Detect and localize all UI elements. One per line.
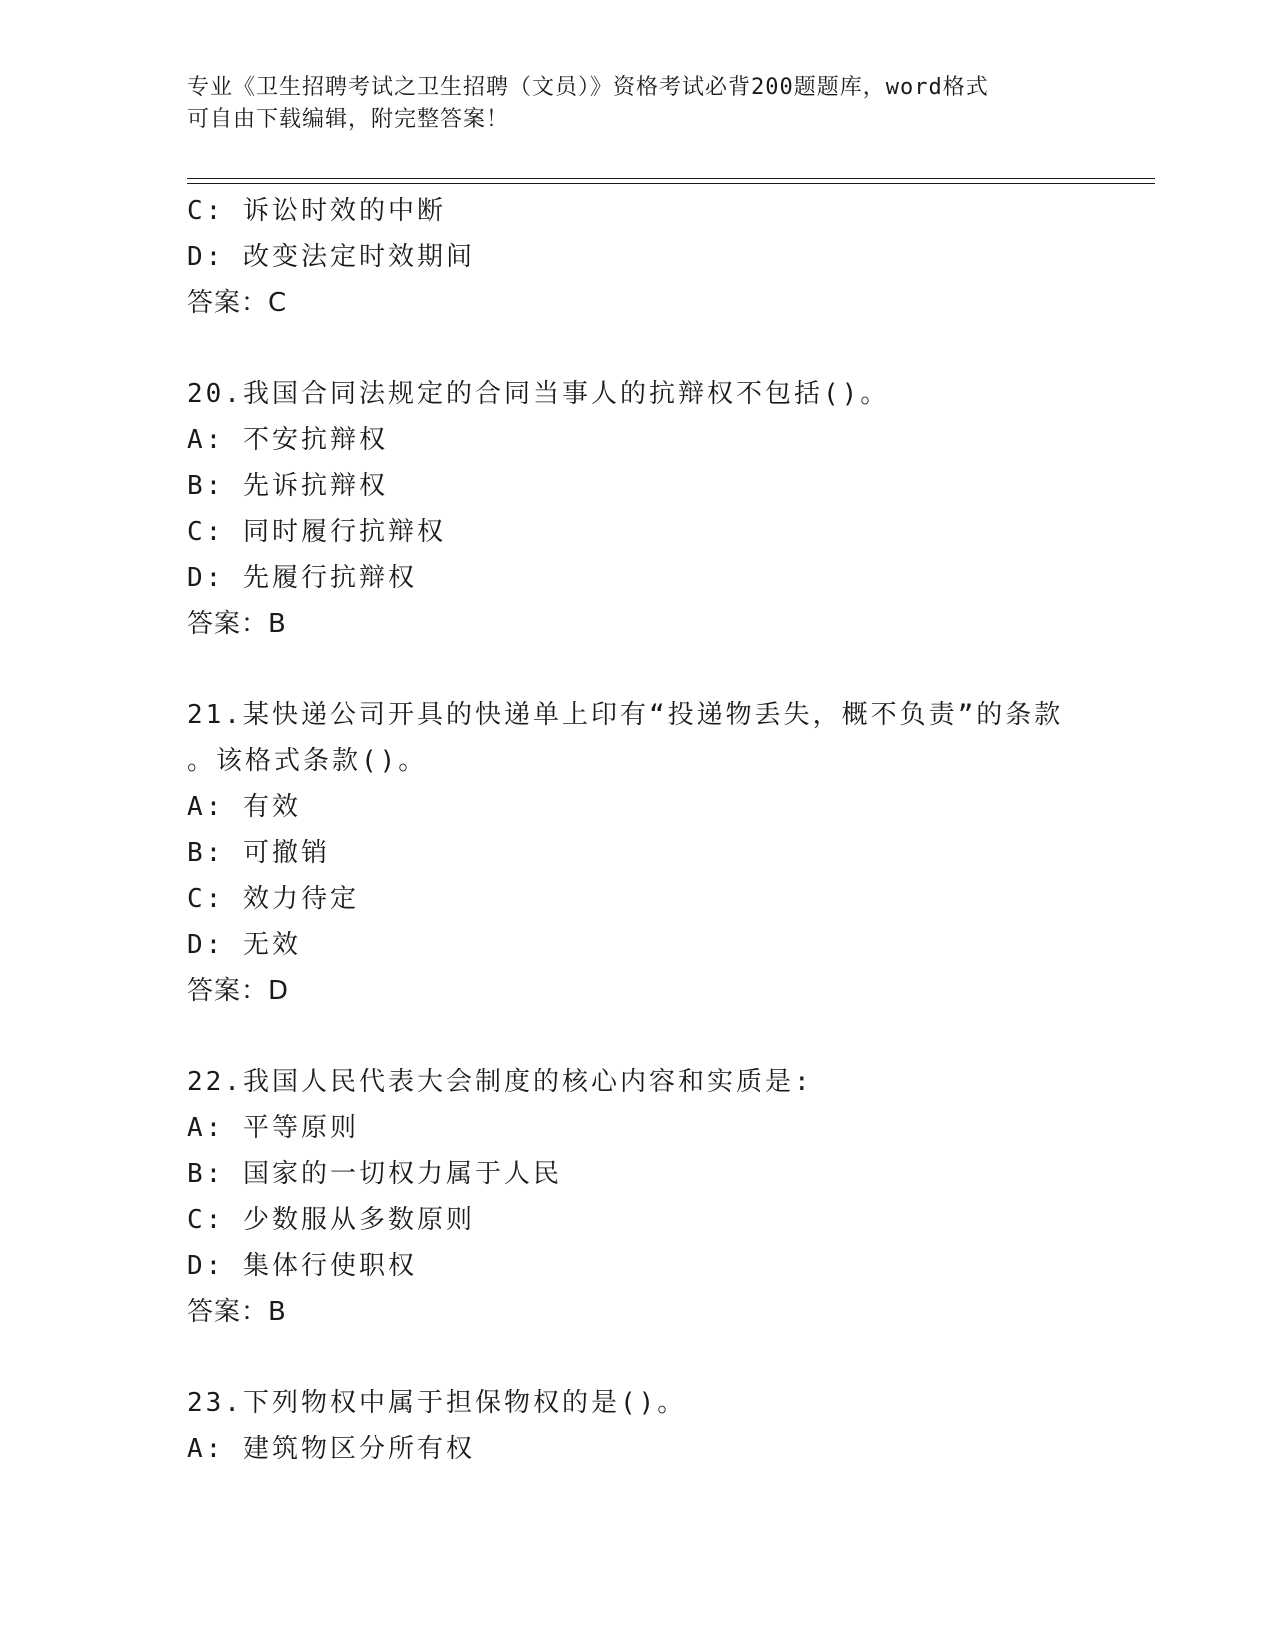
option-b: B: 可撤销 xyxy=(187,838,330,868)
spacer xyxy=(187,1335,1087,1380)
question-stem-line-2: 。该格式条款()。 xyxy=(187,746,428,776)
question-stem: 20.我国合同法规定的合同当事人的抗辩权不包括()。 xyxy=(187,379,890,409)
option-a: A: 有效 xyxy=(187,792,301,822)
question-22 xyxy=(187,1059,1087,1335)
option-a: A: 不安抗辩权 xyxy=(187,425,388,455)
option-d: D: 改变法定时效期间 xyxy=(187,242,475,272)
option-c: C: 诉讼时效的中断 xyxy=(187,196,446,226)
question-stem: 22.我国人民代表大会制度的核心内容和实质是: xyxy=(187,1067,813,1097)
header-title-line-2: 可自由下载编辑，附完整答案！ xyxy=(187,107,510,132)
option-d: D: 集体行使职权 xyxy=(187,1251,417,1281)
spacer xyxy=(187,326,1087,371)
question-continued xyxy=(187,188,1087,326)
answer: 答案：B xyxy=(187,609,287,639)
question-21 xyxy=(187,692,1087,1014)
question-stem-line-1: 21.某快递公司开具的快递单上印有“投递物丢失，概不负责”的条款 xyxy=(187,700,1064,730)
header-title-line-1: 专业《卫生招聘考试之卫生招聘（文员）》资格考试必背200题题库，word格式 xyxy=(187,75,989,100)
option-c: C: 同时履行抗辩权 xyxy=(187,517,446,547)
question-list xyxy=(187,188,1087,1472)
option-a: A: 建筑物区分所有权 xyxy=(187,1434,475,1464)
option-c: C: 少数服从多数原则 xyxy=(187,1205,475,1235)
answer: 答案：C xyxy=(187,288,288,318)
option-c: C: 效力待定 xyxy=(187,884,359,914)
question-20 xyxy=(187,371,1087,647)
option-d: D: 先履行抗辩权 xyxy=(187,563,417,593)
document-header xyxy=(187,72,1087,136)
header-rule-bottom xyxy=(187,183,1155,184)
option-b: B: 先诉抗辩权 xyxy=(187,471,388,501)
header-rule-top xyxy=(187,178,1155,179)
answer: 答案：D xyxy=(187,976,290,1006)
option-b: B: 国家的一切权力属于人民 xyxy=(187,1159,562,1189)
question-23 xyxy=(187,1380,1087,1472)
question-stem: 23.下列物权中属于担保物权的是()。 xyxy=(187,1388,687,1418)
answer: 答案：B xyxy=(187,1297,287,1327)
option-a: A: 平等原则 xyxy=(187,1113,359,1143)
option-d: D: 无效 xyxy=(187,930,301,960)
spacer xyxy=(187,647,1087,692)
spacer xyxy=(187,1014,1087,1059)
